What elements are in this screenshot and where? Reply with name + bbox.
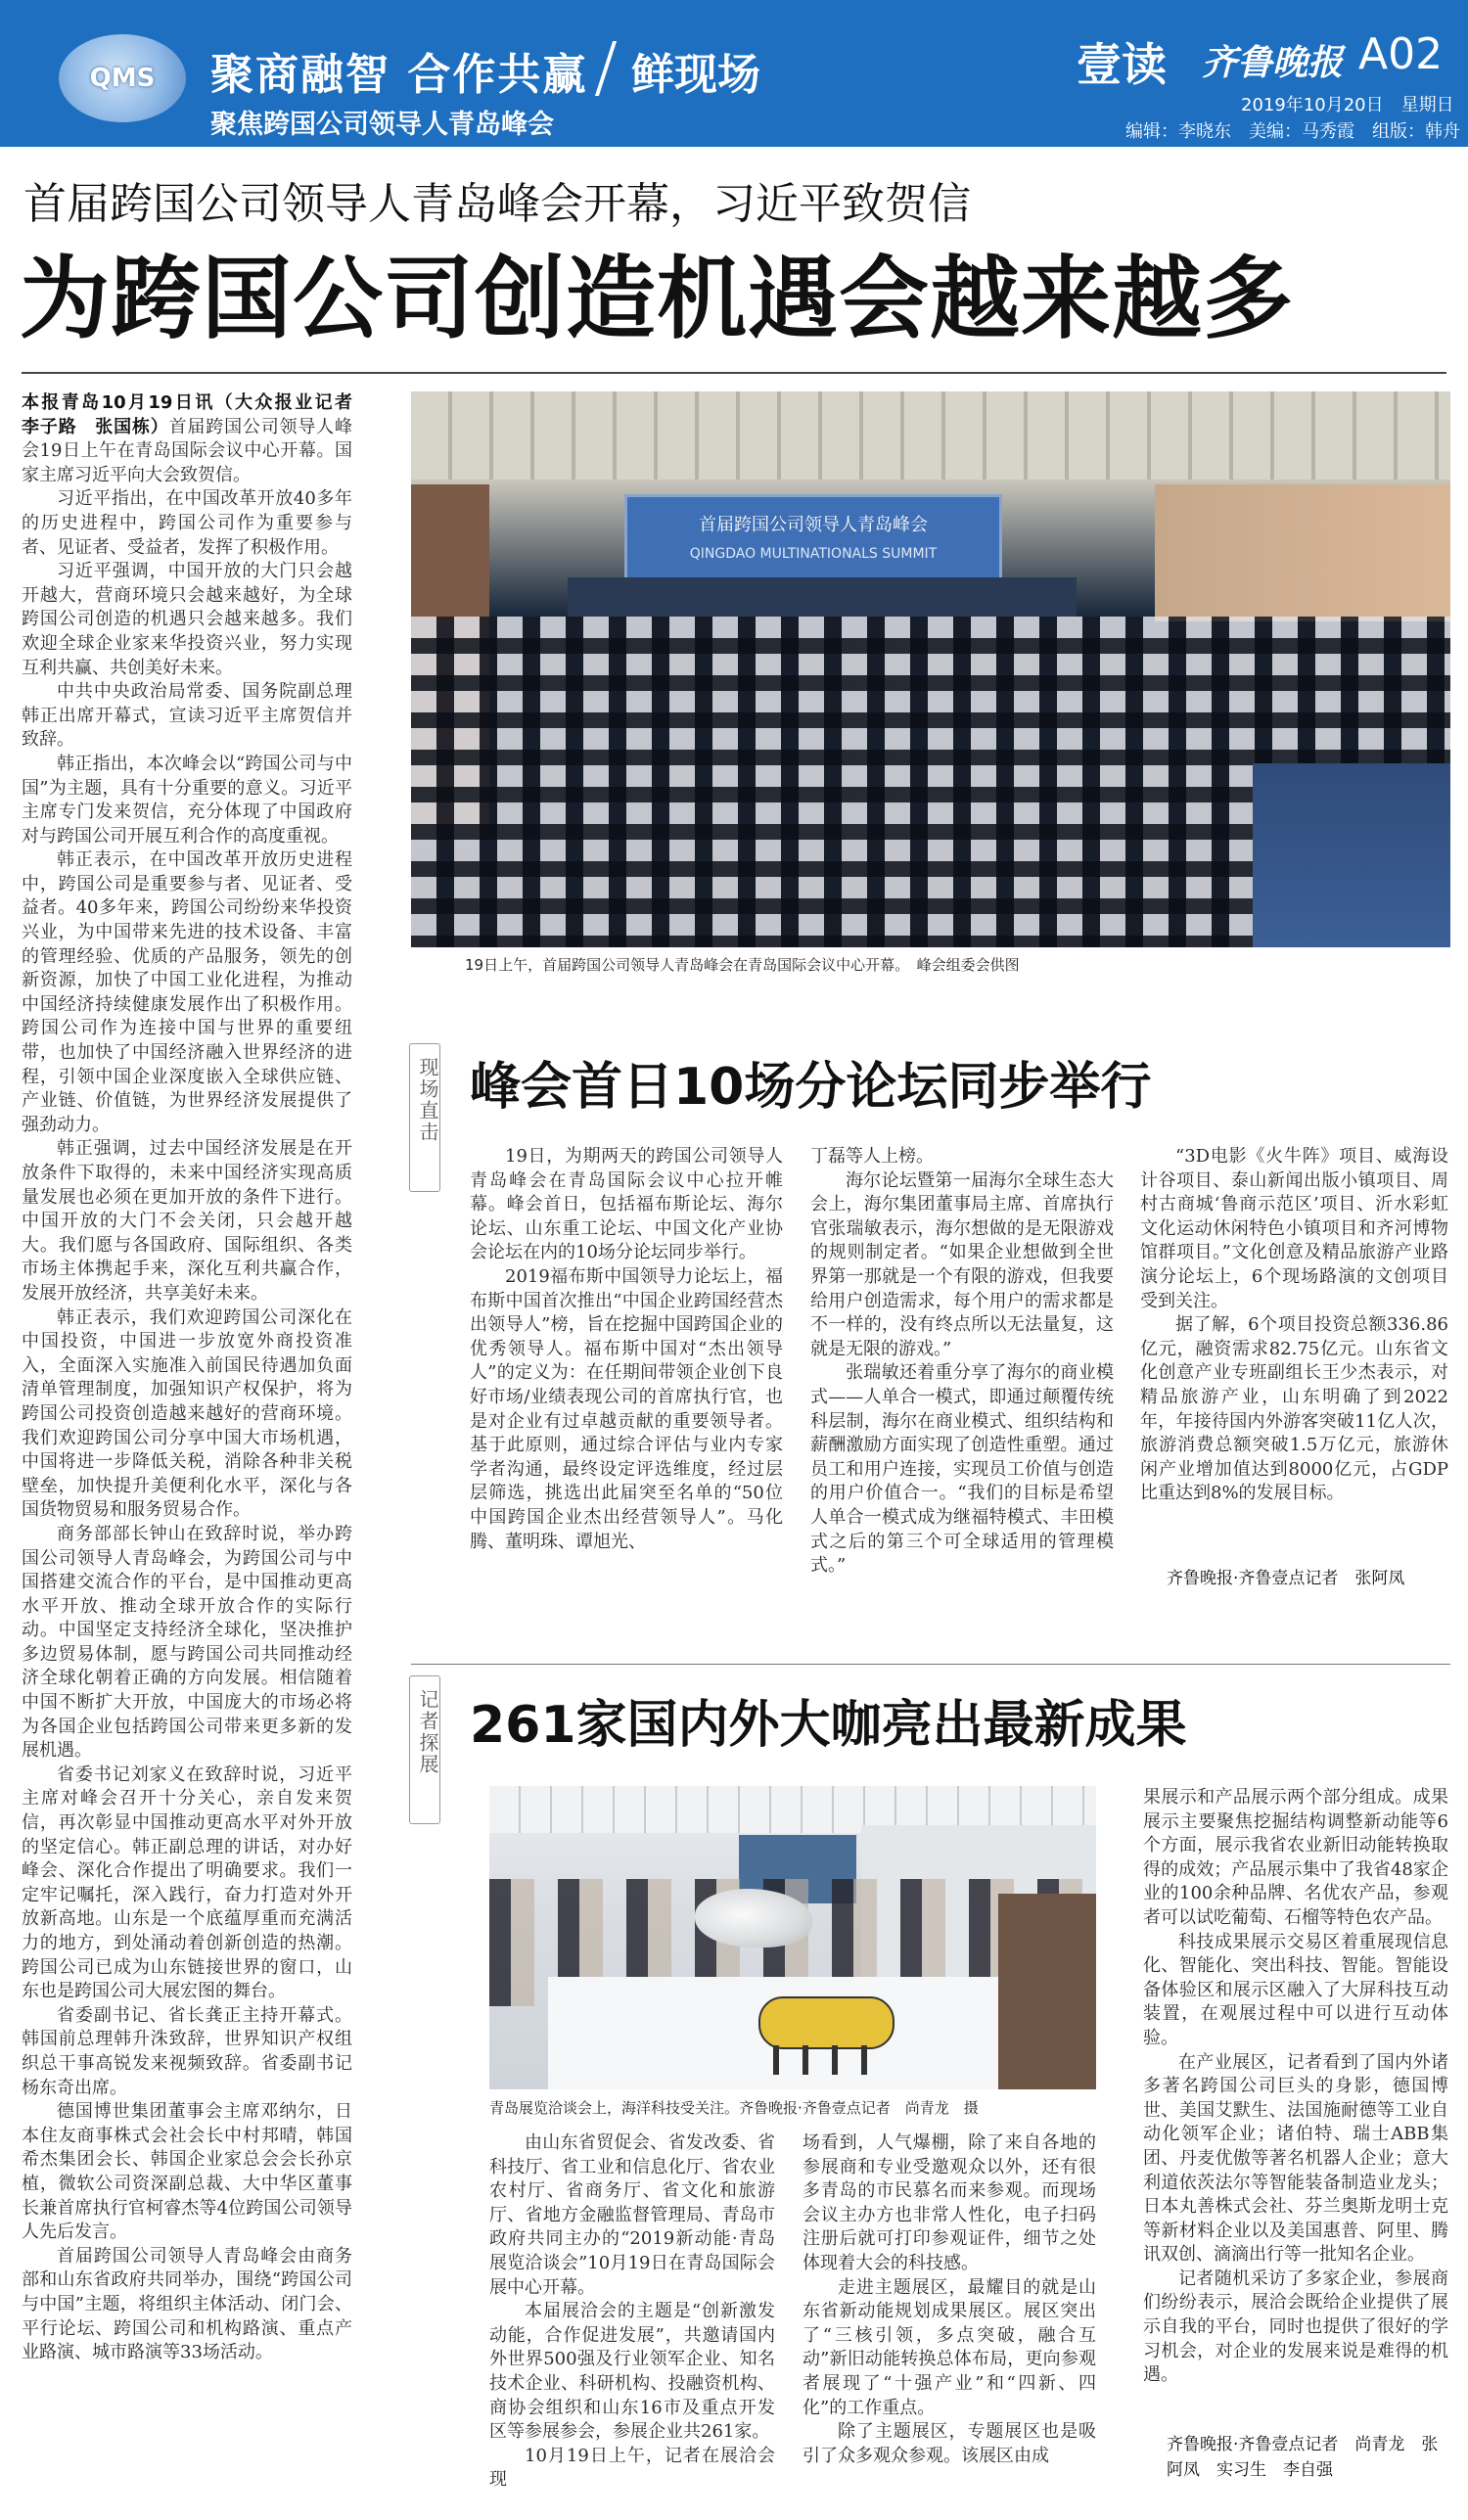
story-paragraph: 习近平强调，中国开放的大门只会越开越大，营商环境只会越来越好，为全球跨国公司创造的机遇只会越来越多。我们欢迎全球企业家来华投资兴业，努力实现互利共赢、共创美好未来。 xyxy=(22,561,352,678)
story-paragraph: 韩正表示，我们欢迎跨国公司深化在中国投资，中国进一步放宽外商投资准入，全面深入实施准入前国民待遇加负面清单管理制度，加强知识产权保护，将为跨国公司投资创造越来越好的营商环境。我们欢迎跨国公司分享中国大市场机遇，中国将进一步降低关税，消除各种非关税壁垒，加快提升美便利化水平，深化与各国货物贸易和服务贸易合作。 xyxy=(22,1306,352,1521)
story-paragraph: 科技成果展示交易区着重展现信息化、智能化、突出科技、智能。智能设备体验区和展示区融入了大屏科技互动装置，在观展过程中可以进行互动体验。 xyxy=(1143,1931,1448,2048)
expo-column-2 xyxy=(803,2131,1096,2503)
section-label: 现场直击 xyxy=(416,1057,439,1143)
story-paragraph: 场看到，人气爆棚，除了来自各地的参展商和专业受邀观众以外，还有很多青岛的市民慕名而来参观。而现场会议主办方也非常人性化，电子扫码注册后就可打印参观证件，细节之处体现着大会的科技感。 xyxy=(803,2132,1096,2273)
stage-screen-title: 首届跨国公司领导人青岛峰会 xyxy=(699,515,928,535)
story-paragraph: 省委书记刘家义在致辞时说，习近平主席对峰会召开十分关心，亲自发来贺信，再次彰显中国推动更高水平对外开放的坚定信心。韩正副总理的讲话，对办好峰会、深化合作提出了明确要求。我们一定牢记嘱托，深入践行，奋力打造对外开放新高地。山东是一个底蕴厚重而充满活力的地方，到处涌动着创新创造的热潮。跨国公司已成为山东链接世界的窗口，山东也是跨国公司大展宏图的舞台。 xyxy=(22,1764,352,2002)
story-paragraph: 果展示和产品展示两个部分组成。成果展示主要聚焦挖掘结构调整新动能等6个方面，展示我省农业新旧动能转换取得的成效；产品展示集中了我省48家企业的100余种品牌、名优农产品，参观者可以试吃葡萄、石榴等特色农产品。 xyxy=(1143,1787,1448,1928)
forum-column-3 xyxy=(1140,1145,1448,1615)
yellow-submersible xyxy=(758,1996,895,2049)
section-name: 壹读 xyxy=(1077,38,1167,91)
summit-hall-photo xyxy=(411,391,1450,947)
headline-rule xyxy=(22,372,1446,374)
story-paragraph: 据了解，6个项目投资总额336.86亿元，融资需求82.75亿元。山东省文化创意产业专班副组长王少杰表示，对精品旅游产业，山东明确了到2022年，年接待国内外游客突破11亿人次，旅游消费总额突破1.5万亿元，旅游休闲产业增加值达到8000亿元，占GDP比重达到8%的发展目标。 xyxy=(1140,1314,1448,1504)
page-number: A02 xyxy=(1358,29,1444,79)
story-paragraph: 海尔论坛暨第一届海尔全球生态大会上，海尔集团董事局主席、首席执行官张瑞敏表示，海尔想做的是无限游戏的规则制定者。“如果企业想做到全世界第一那就是一个有限的游戏，但我要给用户创造需求，每个用户的需求都是不一样的，没有终点所以无法量复，这就是无限的游戏。” xyxy=(810,1169,1114,1359)
expo-headline: 261家国内外大咖亮出最新成果 xyxy=(470,1696,1187,1755)
story-paragraph: 省委副书记、省长龚正主持开幕式。韩国前总理韩升洙致辞，世界知识产权组织总干事高锐发来视频致辞。省委副书记杨东奇出席。 xyxy=(22,2004,352,2098)
photo-stage xyxy=(568,577,1077,617)
forum-column-2 xyxy=(810,1145,1114,1654)
dateline: 本报青岛10月19日讯（大众报业记者 李子路 张国栋） xyxy=(22,392,370,437)
story-paragraph: 习近平指出，在中国改革开放40多年的历史进程中，跨国公司作为重要参与者、见证者、受益者，发挥了积极作用。 xyxy=(22,488,352,558)
story-paragraph: 10月19日上午，记者在展洽会现 xyxy=(489,2445,775,2491)
photo-equipment xyxy=(773,2045,891,2075)
story-paragraph: 本届展洽会的主题是“创新激发动能，合作促进发展”，共邀请国内外世界500强及行业领军企业、知名技术企业、科研机构、投融资机构、商协会组织和山东16市及重点开发区等参展参会，参展企业共261家。 xyxy=(489,2301,775,2443)
story-paragraph: 张瑞敏还着重分享了海尔的商业模式——人单合一模式，即通过颠覆传统科层制，海尔在商业模式、组织结构和薪酬激励方面实现了创造性重塑。通过员工和用户连接，实现员工价值与创造的用户价值合一。“我们的目标是希望人单合一模式成为继福特模式、丰田模式之后的第三个可全球适用的管理模式。” xyxy=(810,1362,1114,1577)
section-label: 记者探展 xyxy=(416,1689,439,1775)
banner-tag: 鲜现场 xyxy=(631,50,760,100)
expo-booth-photo xyxy=(489,1786,1096,2089)
editor-credits: 编辑：李晓东 美编：马秀霞 组版：韩舟 xyxy=(1125,121,1460,142)
story-paragraph: 2019福布斯中国领导力论坛上，福布斯中国首次推出“中国企业跨国经营杰出领导人”榜，旨在挖掘中国跨国企业的优秀领导人。福布斯中国对“杰出领导人”的定义为：在任期间带领企业创下良好市场/业绩表现公司的首席执行官，也是对企业有过卓越贡献的重要领导者。基于此原则，通过综合评估与业内专家学者沟通，最终设定评选维度，经过层层筛选，挑选出此届突至名单的“50位中国跨国企业杰出经营领导人”。马化腾、董明珠、谭旭光、 xyxy=(470,1265,783,1552)
story-paragraph: 走进主题展区，最耀目的就是山东省新动能规划成果展区。展区突出了“三核引领，多点突破，融合互动”新旧动能转换总体布局，更向参观者展现了“十强产业”和“四新、四化”的工作重点。 xyxy=(803,2276,1096,2418)
photo-visitor xyxy=(998,1894,1096,2089)
photo-caption: 青岛展览洽谈会上，海洋科技受关注。齐鲁晚报·齐鲁壹点记者 尚青龙 摄 xyxy=(489,2099,979,2117)
newspaper-name: 齐鲁晚报 xyxy=(1202,42,1344,83)
expo-right-column xyxy=(1143,1786,1448,2481)
story-paragraph: 德国博世集团董事会主席邓纳尔，日本住友商事株式会社会长中村邦晴，韩国希杰集团会长、韩国企业家总会会长孙京植，微软公司资深副总裁、大中华区董事长兼首席执行官柯睿杰等4位跨国公司领导人先后发言。 xyxy=(22,2101,352,2243)
story-paragraph: 首届跨国公司领导人青岛峰会由商务部和山东省政府共同举办，围绕“跨国公司与中国”主题，将组织主体活动、闭门会、平行论坛、跨国公司和机构路演、重点产业路演、城市路演等33场活动。 xyxy=(22,2245,352,2363)
story-paragraph: 由山东省贸促会、省发改委、省科技厅、省工业和信息化厅、省农业农村厅、省商务厅、省文化和旅游厅、省地方金融监督管理局、青岛市政府共同主办的“2019新动能·青岛展览洽谈会”10月19日在青岛国际会展中心开幕。 xyxy=(489,2132,775,2298)
story-paragraph: 韩正指出，本次峰会以“跨国公司与中国”为主题，具有十分重要的意义。习近平主席专门发来贺信，充分体现了中国政府对与跨国公司开展互利合作的高度重视。 xyxy=(22,753,352,847)
stage-screen-subtitle: QINGDAO MULTINATIONALS SUMMIT xyxy=(689,546,938,562)
story-paragraph: 除了主题展区，专题展区也是吸引了众多观众参观。该展区由成 xyxy=(803,2421,1096,2466)
story-paragraph: “3D电影《火牛阵》项目、威海设计谷项目、泰山新闻出版小镇项目、周村古商城‘鲁商示范区’项目、沂水彩虹文化运动休闲特色小镇项目和齐河博物馆群项目。”文化创意及精品旅游产业路演分论坛上，6个现场路演的文创项目受到关注。 xyxy=(1140,1146,1448,1311)
issue-date: 2019年10月20日 星期日 xyxy=(1241,95,1454,115)
story-paragraph: 商务部部长钟山在致辞时说，举办跨国公司领导人青岛峰会，为跨国公司与中国搭建交流合作的平台，是中国推动更高水平开放、推动全球开放合作的实际行动。中国坚定支持经济全球化，坚决推护多边贸易体制，愿与跨国公司共同推动经济全球化朝着正确的方向发展。相信随着中国不断扩大开放，中国庞大的市场必将为各国企业包括跨国公司带来更多新的发展机遇。 xyxy=(22,1523,352,1762)
forum-byline: 齐鲁晚报·齐鲁壹点记者 张阿凤 xyxy=(1167,1569,1405,1588)
banner-title: 聚商融智 合作共赢 xyxy=(210,50,588,100)
story-paragraph: 记者随机采访了多家企业，参展商们纷纷表示，展洽会既给企业提供了展示自我的平台，同时也提供了很好的学习机会，对企业的发展来说是难得的机遇。 xyxy=(1143,2268,1448,2386)
story-paragraph: 韩正表示，在中国改革开放历史进程中，跨国公司是重要参与者、见证者、受益者。40多年来，跨国公司纷纷来华投资兴业，为中国带来先进的技术设备、丰富的管理经验、优质的产品服务，领先的创新资源，加快了中国工业化进程，为推动中国经济持续健康发展作出了积极作用。跨国公司作为连接中国与世界的重要纽带，也加快了中国经济融入世界经济的进程，引领中国企业深度嵌入全球供应链、产业链、价值链，为世界经济发展提供了强劲动力。 xyxy=(22,849,352,1135)
story-paragraph: 韩正强调，过去中国经济发展是在开放条件下取得的，未来中国经济实现高质量发展也必须在更加开放的条件下进行。中国开放的大门不会关闭，只会越开越大。我们愿与各国政府、国际组织、各类市场主体携起手来，深化互利共赢合作，发展开放经济，共享美好未来。 xyxy=(22,1138,352,1304)
photo-wall xyxy=(1155,484,1450,621)
banner-divider xyxy=(595,41,617,96)
section-divider xyxy=(411,1664,1450,1665)
logo-text: QMS xyxy=(89,64,156,93)
kicker-headline: 首届跨国公司领导人青岛峰会开幕，习近平致贺信 xyxy=(23,179,971,229)
main-story-column xyxy=(22,391,370,2505)
story-paragraph: 中共中央政治局常委、国务院副总理韩正出席开幕式，宣读习近平主席贺信并致辞。 xyxy=(22,681,352,751)
forum-column-1 xyxy=(470,1145,783,1654)
photo-carpet xyxy=(1253,763,1450,947)
photo-caption: 19日上午，首届跨国公司领导人青岛峰会在青岛国际会议中心开幕。 峰会组委会供图 xyxy=(465,956,1020,974)
story-paragraph: 在产业展区，记者看到了国内外诸多著名跨国公司巨头的身影，德国博世、美国艾默生、法国施耐德等工业自动化领军企业；诸伯特、瑞士ABB集团、丹麦优傲等著名机器人企业；意大利道依茨法尔等智能装备制造业龙头；日本丸善株式会社、芬兰奥斯龙明士克等新材料企业以及美国惠普、阿里、腾讯双创、滴滴出行等一批知名企业。 xyxy=(1143,2051,1448,2266)
story-paragraph: 丁磊等人上榜。 xyxy=(810,1146,934,1167)
forum-headline: 峰会首日10场分论坛同步举行 xyxy=(470,1058,1152,1117)
expo-column-1 xyxy=(489,2131,775,2503)
story-lead xyxy=(22,391,370,487)
masthead-banner xyxy=(0,0,1468,147)
expo-byline: 齐鲁晚报·齐鲁壹点记者 尚青龙 张阿凤 实习生 李自强 xyxy=(1167,2435,1439,2480)
story-paragraph: 19日，为期两天的跨国公司领导人青岛峰会在青岛国际会议中心拉开帷幕。峰会首日，包括福布斯论坛、海尔论坛、山东重工论坛、中国文化产业协会论坛在内的10场分论坛同步举行。 xyxy=(470,1146,783,1263)
stage-screen xyxy=(624,494,1002,586)
photo-ceiling xyxy=(411,391,1450,480)
main-headline: 为跨国公司创造机遇会越来越多 xyxy=(20,247,1295,351)
banner-subtitle: 聚焦跨国公司领导人青岛峰会 xyxy=(210,110,554,140)
story-paragraph: 首届跨国公司领导人峰会19日上午在青岛国际会议中心开幕。国家主席习近平向大会致贺信。 xyxy=(22,416,353,485)
qms-logo xyxy=(59,34,186,122)
